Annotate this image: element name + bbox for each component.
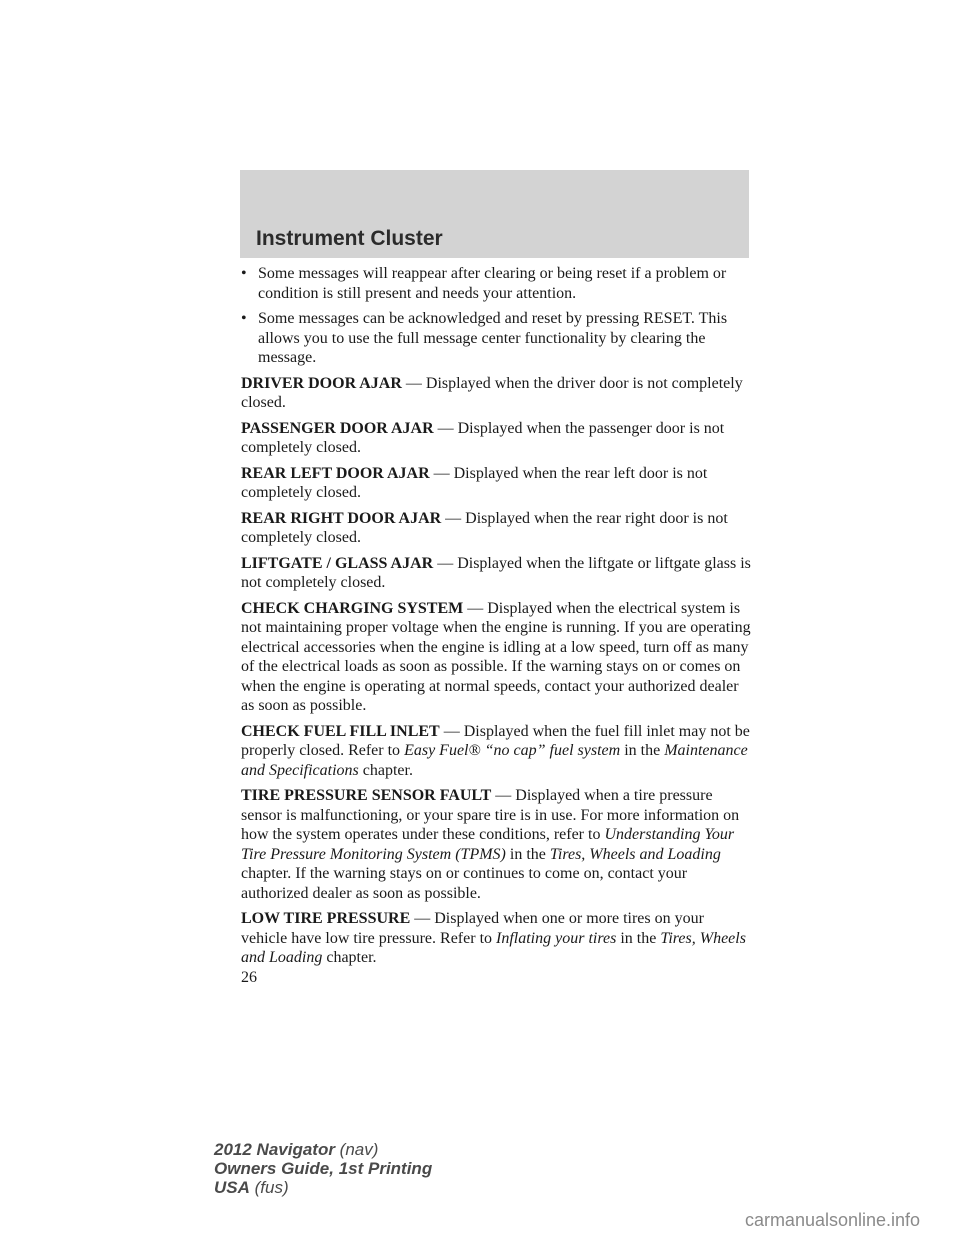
message-term: DRIVER DOOR AJAR bbox=[241, 374, 402, 392]
message-description: — Displayed when the driver door is not completely closed. bbox=[241, 374, 743, 411]
bullet-text: Some messages will reappear after clearing or being reset if a problem or condition is still present and needs your attention. bbox=[258, 265, 727, 302]
message-description: in the bbox=[620, 742, 665, 759]
cross-reference: Easy Fuel® “no cap” fuel system bbox=[404, 742, 621, 759]
message-term: CHECK FUEL FILL INLET bbox=[241, 722, 440, 740]
footer-region: USA bbox=[214, 1178, 250, 1197]
message-description: — Displayed when the rear right door is not completely closed. bbox=[241, 509, 728, 546]
bullet-item bbox=[241, 264, 751, 303]
message-entry-liftgate bbox=[241, 554, 751, 593]
message-term: REAR LEFT DOOR AJAR bbox=[241, 464, 430, 482]
footer-line-model bbox=[214, 1140, 432, 1159]
message-description: — Displayed when the liftgate or liftgate glass is not completely closed. bbox=[241, 554, 751, 591]
page-body bbox=[241, 264, 751, 974]
message-description: — Displayed when the rear left door is not completely closed. bbox=[241, 464, 708, 501]
message-term: CHECK CHARGING SYSTEM bbox=[241, 599, 464, 617]
message-entry-rear-left-door bbox=[241, 464, 751, 503]
message-description: — Displayed when the fuel fill inlet may not be properly closed. Refer to bbox=[241, 722, 750, 759]
message-description: — Displayed when the electrical system is not maintaining proper voltage when the engine is running. If you are operating electrical accessories when the engine is idling at a low speed, turn off as many of the electrical loads as soon as possible. If the warning stays on or comes on when the engine is operating at normal speeds, contact your authorized dealer as soon as possible. bbox=[241, 599, 751, 714]
footer-model-code: (nav) bbox=[334, 1140, 379, 1159]
cross-reference: Understanding Your Tire Pressure Monitoring System (TPMS) bbox=[241, 826, 735, 863]
page-number: 26 bbox=[241, 969, 257, 986]
footer-model: 2012 Navigator bbox=[214, 1140, 335, 1159]
bullet-item bbox=[241, 309, 751, 368]
message-entry-rear-right-door bbox=[241, 509, 751, 548]
message-description: in the bbox=[616, 929, 661, 947]
watermark bbox=[705, 1199, 960, 1242]
message-term: LIFTGATE / GLASS AJAR bbox=[241, 554, 434, 572]
cross-reference-chapter: Tires, Wheels and Loading bbox=[549, 845, 721, 863]
footer-region-code: (fus) bbox=[249, 1178, 289, 1197]
message-entry-fuel-fill-inlet bbox=[241, 722, 751, 781]
message-entry-driver-door bbox=[241, 374, 751, 413]
message-description: — Displayed when a tire pressure sensor is malfunctioning, or your spare tire is in use. For more information on how the system operates under these conditions, refer to bbox=[241, 787, 740, 843]
section-title: Instrument Cluster bbox=[256, 227, 443, 250]
message-description: chapter. If the warning stays on or continues to come on, contact your authorized dealer as soon as possible. bbox=[241, 865, 688, 902]
footer-line-region bbox=[214, 1178, 432, 1197]
message-description: chapter. bbox=[358, 761, 413, 779]
message-entry-passenger-door bbox=[241, 419, 751, 458]
print-footer bbox=[214, 1140, 432, 1197]
cross-reference-chapter: Maintenance and Specifications bbox=[241, 742, 748, 779]
section-header-band bbox=[240, 170, 749, 258]
bullet-text: Some messages can be acknowledged and reset by pressing RESET. This allows you to use the full message center functionality by clearing the message. bbox=[258, 310, 728, 366]
message-entry-low-tire-pressure bbox=[241, 909, 751, 968]
message-description: in the bbox=[505, 845, 550, 863]
bullet-icon: • bbox=[241, 265, 247, 282]
message-entry-tire-sensor-fault bbox=[241, 786, 751, 903]
message-entry-charging-system bbox=[241, 599, 751, 716]
cross-reference: Inflating your tires bbox=[496, 929, 617, 947]
message-term: REAR RIGHT DOOR AJAR bbox=[241, 509, 442, 527]
footer-guide: Owners Guide, 1st Printing bbox=[214, 1159, 433, 1178]
message-term: PASSENGER DOOR AJAR bbox=[241, 419, 434, 437]
cross-reference-chapter: Tires, Wheels and Loading bbox=[241, 929, 746, 966]
message-term: LOW TIRE PRESSURE bbox=[241, 910, 411, 927]
message-description: chapter. bbox=[322, 949, 377, 966]
bullet-icon: • bbox=[241, 310, 247, 327]
message-description: — Displayed when the passenger door is not completely closed. bbox=[241, 419, 725, 456]
message-description: — Displayed when one or more tires on your vehicle have low tire pressure. Refer to bbox=[241, 910, 704, 947]
watermark-text: carmanualsonline.info bbox=[744, 1210, 921, 1230]
message-term: TIRE PRESSURE SENSOR FAULT bbox=[241, 787, 492, 804]
footer-line-guide bbox=[214, 1159, 432, 1178]
